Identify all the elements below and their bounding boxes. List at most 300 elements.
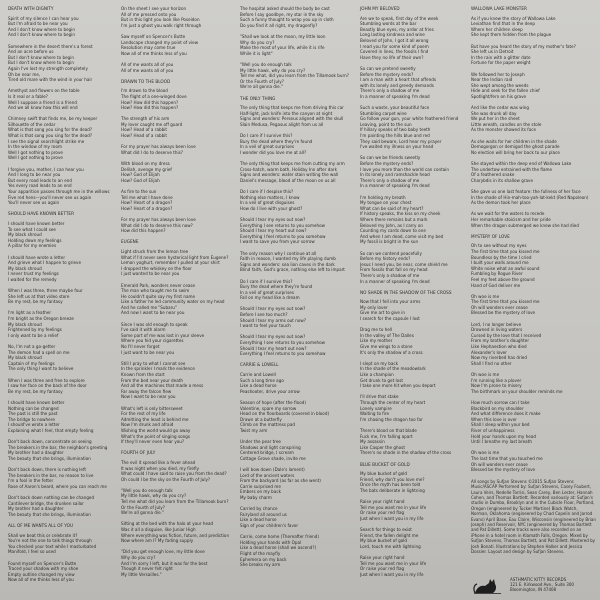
lyric-line: Leviathan find that in the deep xyxy=(471,21,535,27)
lyric-line: Beastly blue eyes, my ardor at fries xyxy=(360,26,434,32)
lyric-line: My brother had a daughter xyxy=(8,450,64,456)
lyric-line: Rose of Aaron's beard, where you can reach me xyxy=(8,483,107,489)
stanza xyxy=(121,34,236,56)
lyric-line: Covered in lines, the fossils I find xyxy=(360,49,429,55)
stanza xyxy=(360,499,470,521)
lyric-line: What did I do to deserve this now? xyxy=(121,222,193,228)
lyric-line: Until I breathe my last breath xyxy=(471,439,532,445)
lyric-line: What is that song you sing for the dead? xyxy=(8,127,93,133)
lyric-line: Spirit of my silence I can hear you xyxy=(8,15,79,21)
lyric-line: Tell me what did you learn from the Tillamook burn? xyxy=(121,499,229,505)
stanza xyxy=(121,488,236,516)
lyric-line: What is that song you sing for the dead? xyxy=(8,133,93,139)
lyric-line: Shall I sleep within your bed xyxy=(471,422,530,428)
lyric-line: Delilah, avenge my grief xyxy=(121,166,172,172)
lyric-line: Empty outline changed my view xyxy=(8,571,75,577)
song-title: ALL OF ME WANTS ALL OF YOU xyxy=(8,523,74,529)
lyric-line: Everything I feel returns to you somehow xyxy=(240,351,326,357)
lyric-line: Silhouette of the cedar xyxy=(8,121,56,127)
stanza xyxy=(360,527,470,549)
song-block xyxy=(121,79,236,234)
stanza xyxy=(240,279,357,301)
lyric-line: How? How did this happen? xyxy=(121,105,179,111)
stanza xyxy=(240,133,357,155)
stanza xyxy=(240,467,357,501)
stanza xyxy=(471,44,596,66)
stanza xyxy=(471,105,596,133)
lyric-line: Should I tear my arms out now? xyxy=(240,317,306,323)
lyric-line: From my brother's daughter xyxy=(471,338,530,344)
label-name: ASTHMATIC KITTY RECORDS xyxy=(510,577,567,582)
lyric-line: I never trust my feelings xyxy=(8,271,59,277)
song-title: THE ONLY THING xyxy=(240,95,276,101)
lyric-line: The flight of a one-winged dove xyxy=(121,93,187,99)
lyric-line: Now where am I? My fading supply xyxy=(121,538,194,544)
lyric-line: And I don't know where to begin xyxy=(8,26,76,32)
lyric-line: Twist my arm xyxy=(240,427,268,433)
lyric-line: River of unhappiness xyxy=(471,427,515,433)
lyric-line: Friend, the fallen delight me xyxy=(360,532,419,538)
stanza xyxy=(360,195,470,245)
lyric-line: Cottage Grove shade, invite me xyxy=(240,455,306,461)
lyric-line: My black shroud xyxy=(8,355,42,361)
lyric-line: And like the cedar was wing xyxy=(471,105,530,111)
lyric-line: The undertow entrained with the flame xyxy=(471,166,553,172)
lyric-line: What can be said of my heart? xyxy=(360,205,424,211)
lyric-line: Blackbird on my shoulder xyxy=(471,405,524,411)
lyric-line: My tongue on your chest xyxy=(360,200,412,206)
stanza xyxy=(471,161,596,183)
lyric-line: Should I tear my heart out now? xyxy=(240,228,307,234)
stanza xyxy=(360,471,470,493)
lyric-line: Signs and wonders: water stain writing the wall xyxy=(240,172,339,178)
stanza xyxy=(121,62,236,73)
lyric-line: My baby charm xyxy=(240,495,272,501)
lyric-line: The breakers in the bar, no reason to live xyxy=(8,472,94,478)
stanza xyxy=(240,306,357,328)
lyric-line: Of a feathered snake xyxy=(471,172,515,178)
lyric-line: Signs and wonders: Perseus aligned with the skull xyxy=(240,116,344,122)
stanza xyxy=(471,139,596,156)
lyric-line: Near the Indian raid xyxy=(471,77,513,83)
lyric-line: Like a father he led community water on my head xyxy=(121,299,225,305)
lyric-line: Tell me you want me in your life xyxy=(360,504,427,510)
lyric-line: I should have known better xyxy=(8,399,65,405)
lyric-line: Daniel's message, blood of the moon on us all xyxy=(240,177,336,183)
lyric-line: I just want to be near you xyxy=(121,349,175,355)
label-address-2: Bloomington, IN 47408 xyxy=(510,587,557,593)
stanza xyxy=(8,16,118,38)
lyric-line: I'm bright as the Oregon breeze xyxy=(8,316,74,322)
song-block xyxy=(240,96,357,357)
stanza xyxy=(240,439,357,461)
cat-logo-icon xyxy=(473,575,503,595)
lyric-line: Everything I feel returns to you somehow xyxy=(240,233,326,239)
lyric-line: And I don't know where to begin xyxy=(8,32,76,38)
lyric-line: Admitting the least is behind me xyxy=(121,416,189,422)
lyric-line: Centered bridge, I scream xyxy=(240,450,294,456)
song-block xyxy=(121,6,236,73)
lyric-line: No election will bring her back to our place xyxy=(471,149,560,155)
lyric-line: She breaks my arm xyxy=(240,562,281,568)
lyric-line: Traced your shadow with my shoe xyxy=(8,566,79,572)
stanza xyxy=(8,533,118,555)
lyric-line: When I was three, three maybe four xyxy=(8,288,83,294)
lyric-line: And we all know how this will end xyxy=(8,105,78,111)
lyric-line: I should have wrote a letter xyxy=(8,254,66,260)
lyric-line: Boundless by the time I cried xyxy=(471,254,532,260)
lyric-line: Friend, why don't you love me? xyxy=(360,476,425,482)
stanza xyxy=(240,506,357,528)
lyric-line: The bats deliberate in lightning xyxy=(360,487,425,493)
lyric-line: Where you hid your cigarettes xyxy=(121,338,184,344)
lyric-line: Yes every road leads to an end xyxy=(8,183,72,189)
lyric-line: Sitting at the bed with the halo at your head xyxy=(121,521,214,527)
lyric-line: He couldn't quite say my first name xyxy=(121,293,196,299)
lyric-line: They said beware, Lord hear my prayer xyxy=(360,138,442,144)
stanza xyxy=(360,394,470,422)
stanza xyxy=(471,211,596,228)
song-title: CARRIE & LOWELL xyxy=(240,362,279,368)
lyric-line: Like a dead horse (shall we ascend?) xyxy=(240,545,317,551)
lyric-line: While it is light" xyxy=(240,50,273,56)
lyric-line: Everything I see returns to you somehow xyxy=(240,222,326,228)
lyric-line: The strength of his arm xyxy=(121,116,170,122)
column-3 xyxy=(240,6,357,573)
lyric-line: My blue bucket of gold xyxy=(360,538,408,544)
lyric-line: Search for things to exist xyxy=(360,527,412,533)
lyric-line: Lord of the ancient waters xyxy=(240,472,295,478)
song-block xyxy=(8,211,118,517)
stanza xyxy=(121,217,236,234)
lyric-line: Holding your hands with Opal xyxy=(240,539,302,545)
stanza xyxy=(360,428,470,456)
lyric-line: Feel my feet above the ground xyxy=(471,276,535,282)
stanza xyxy=(240,372,357,394)
stanza xyxy=(8,344,118,372)
lyric-line: And all the machines that made a mess xyxy=(121,383,204,389)
lyric-line: Hold your hands upon my head xyxy=(471,433,536,439)
lyric-line: Oh woe is me xyxy=(471,293,500,299)
lyric-line: Before my history ends? xyxy=(360,256,411,262)
lyric-line: To see what I could see xyxy=(8,226,56,232)
lyric-line: Bury the dead where they're found xyxy=(240,138,313,144)
lyric-line: I should have known better xyxy=(8,220,65,226)
lyric-line: Everything I see returns to you somehow xyxy=(240,340,326,346)
stanza xyxy=(121,88,236,110)
song-block xyxy=(121,239,236,444)
lyric-line: When the dragon submerged we knew she had died xyxy=(471,222,579,228)
lyric-line: In a veil of great disguises xyxy=(240,200,295,206)
lyric-line: I search for the capsule I lost xyxy=(360,316,420,322)
lyric-line: In a veil of great surprises xyxy=(240,289,294,295)
lyric-line: The past is still the past xyxy=(8,411,58,417)
stanza xyxy=(8,44,118,83)
lyric-line: I'll drive that stake xyxy=(360,394,399,400)
stanza xyxy=(8,221,118,249)
lyric-line: As fire to the sun xyxy=(121,189,157,194)
stanza xyxy=(471,372,596,394)
lyric-line: I've said it with alarm xyxy=(121,327,166,333)
lyric-line: Light struck from the lemon tree xyxy=(121,248,189,254)
lyric-line: The breakers in the bar, the neighbor's greeting xyxy=(8,444,108,450)
lyric-line: The only thing I want to believe xyxy=(8,366,74,372)
lyric-line: Fairyland all around us xyxy=(240,511,287,517)
lyric-line: Blessed be the mystery of love xyxy=(471,310,536,316)
lyric-line: Oh woe is me xyxy=(471,372,500,377)
lyric-line: The only thing that keeps me from cutting my arm xyxy=(240,161,345,167)
lyric-line: Cursed by the love that I received xyxy=(471,332,542,338)
lyric-line: Don't back down, there is nothing left xyxy=(8,467,86,473)
lyric-line: Or raise your red flag xyxy=(360,510,405,516)
lyric-line: No, I'm not a go-getter xyxy=(8,344,56,350)
lyric-line: Lord, touch me with lightning xyxy=(360,543,421,549)
stanza xyxy=(240,105,357,127)
lyric-line: No I'll never forget xyxy=(121,344,160,350)
stanza xyxy=(8,116,118,161)
lyric-line: If they'll never even hear you? xyxy=(121,439,185,445)
lyric-line: Carrie and Lowell xyxy=(240,372,276,377)
lyric-line: How? God of Elijah xyxy=(121,172,160,178)
lyric-line: Tired old mare with the wind in your hair xyxy=(8,77,93,83)
lyric-line: Through the center of my heart xyxy=(360,399,426,405)
lyric-line: In the window of my room xyxy=(8,144,62,150)
lyric-line: She left us in Detroit xyxy=(471,49,514,55)
lyric-line: Valentine, spare my sorrow xyxy=(240,405,297,411)
stanza xyxy=(471,400,596,445)
lyric-line: What did I do to deserve this? xyxy=(121,149,183,155)
lyric-line: Is it real or a fable? xyxy=(8,93,48,99)
song-block xyxy=(8,523,118,583)
lyric-line: Sign of your children's favor xyxy=(240,523,299,529)
lyric-line: And I'm sorry I left, but it was for the best xyxy=(121,560,208,566)
lyric-line: What's the point of singing songs xyxy=(121,433,191,439)
lyric-line: I wonder did you love me at all? xyxy=(240,149,307,155)
lyric-line: But I'm afraid to be near you xyxy=(8,21,68,27)
lyric-line: Well I suppose a friend is a friend xyxy=(8,99,77,105)
column-4 xyxy=(360,6,470,583)
lyric-line: In a veil of great surprises xyxy=(240,144,294,150)
song-title: BLUE BUCKET OF GOLD xyxy=(360,461,410,467)
lyric-line: Shall I find no other xyxy=(471,360,512,366)
lyric-line: And when I am dead, come visit my bed xyxy=(360,233,444,239)
lyric-line: In the valley of The Dalles xyxy=(360,332,414,338)
song-title: JOHN MY BELOVED xyxy=(360,6,400,11)
lyric-line: Oh to see without my eyes xyxy=(471,243,527,249)
lyric-line: It's only the shadow of a cross xyxy=(360,349,423,355)
lyric-line: The evil it spread like a fever ahead xyxy=(121,459,196,465)
lyric-line: I'm painting the hills blue and red xyxy=(360,133,430,139)
lyric-line: But in this light you look like Poseidon xyxy=(121,17,200,23)
lyric-line: We're all gonna die." xyxy=(121,510,164,516)
song-title: EUGENE xyxy=(121,239,139,245)
lyric-line: Should I tear my eyes out now? xyxy=(240,334,306,340)
lyric-line: I only want to be a relief xyxy=(8,332,59,338)
lyric-line: As the demon took her place xyxy=(471,200,531,206)
lyric-line: Half-light, jack knife into the canyon at night xyxy=(240,110,333,116)
song-block xyxy=(360,290,470,456)
lyric-line: I'm holding my breath xyxy=(360,194,406,200)
stanza xyxy=(121,161,236,183)
song-title: DRAWN TO THE BLOOD xyxy=(121,78,171,84)
lyric-line: She was drunk all day xyxy=(471,110,517,116)
lyric-line: In the rain with a glitter date xyxy=(471,54,531,60)
lyric-line: Fall on my head like a dream xyxy=(240,295,300,301)
lyric-line: There's only a shadow of me xyxy=(360,88,420,94)
lyric-line: For my prayer has always been love xyxy=(121,144,196,150)
credits-text: All songs by Sufjan Stevens ©2015 Sufjan Stevens Music/ASCAP Performed by: Sufjan Stevens, Casey Foubert, Laura Veirs, Nedelle Torrisi, Sean Carey, Ben Lester, Hannah Cohen, and Thomas Bartlett. Recorded variously at: Sufjan's studio in Dumbo, Brooklyn and in the Cubicle Floor, Portland, Oregon (engineered by Tucker Martine) Black Watch, Norman, Oklahoma (engineered by Chad Copelin and Jarrod Evans) April Base, Eau Claire, Wisconsin (engineered by Brian Joseph) and Reservoir, NYC (engineered by Thomas Bartlett and Pat Dillett). Some tracks were also recorded on an iPhone in a hotel room in Klamath Falls, Oregon. Mixed by Sufjan Stevens, Thomas Bartlett, and Pat Dillett. Mastered by Josh Bonati. Illustrations by Stephen Halker and Jessica Dossier. Layout and design by Sufjan Stevens. xyxy=(471,478,596,554)
lyric-line: I waited for the remedy xyxy=(8,276,57,282)
lyric-line: My lover caught me off guard xyxy=(121,121,183,127)
lyric-line: A pillar for my enemies xyxy=(8,243,57,249)
stanza xyxy=(471,450,596,472)
stanza xyxy=(471,189,596,206)
lyric-line: How much sorrow can I take xyxy=(471,399,530,405)
lyric-line: Like Casper the ghost xyxy=(360,444,405,450)
lyric-line: Lemon yoghurt, remember I pulled at your shirt xyxy=(121,260,220,266)
stanza xyxy=(360,299,470,321)
lyric-line: Do I care if I despise this? xyxy=(240,189,294,194)
column-1 xyxy=(8,6,118,589)
lyric-line: For my prayer has always been love xyxy=(121,216,196,222)
lyric-line: Far away the falcon flew xyxy=(121,388,172,394)
lyric-line: In the shade of the meadowlark xyxy=(360,366,426,372)
lyric-line: My black shroud xyxy=(8,265,42,271)
stanza xyxy=(240,217,357,245)
lyric-line: Or the Fourth of July? xyxy=(121,504,165,510)
lyric-line: My little Versailles." xyxy=(121,571,162,577)
lyric-line: Now that I fell into your arms xyxy=(360,299,421,305)
lyric-line: Why do you cry? xyxy=(121,555,156,560)
lyric-line: All of me wants all of you xyxy=(121,61,174,67)
lyric-line: The bridge to nowhere xyxy=(8,416,55,422)
lyric-line: Ephemera on my back xyxy=(240,556,287,562)
lyric-line: Before the mystery ends? xyxy=(360,161,414,167)
lyric-line: Before I say goodbye, my star in the sky xyxy=(240,11,324,17)
stanza xyxy=(121,283,236,317)
lyric-line: Beloved my John, as I carry on xyxy=(360,222,423,228)
lyric-line: I see the signal searchlight strike me xyxy=(8,138,85,144)
lyric-line: Still I pray to what I cannot see xyxy=(121,360,186,366)
lyric-line: "Shall we look at the moon, my little loon xyxy=(240,33,326,39)
song-title: SHOULD HAVE KNOWN BETTER xyxy=(8,211,75,217)
lyric-line: Five red hens—you'll never see us again xyxy=(8,194,92,200)
lyric-line: Don't back down, concentrate on seeing xyxy=(8,439,92,445)
lyric-line: On the sheet I see your horizon xyxy=(121,6,187,11)
lyric-line: Though it never felt right xyxy=(121,566,173,572)
lyric-line: Such a funny thought to wrap you up in cloth xyxy=(240,17,334,23)
lyric-line: As we wait for the waters to recede xyxy=(471,211,545,217)
lyric-line: What if I'd never seen hysterical light from Eugene? xyxy=(121,254,229,260)
lyric-line: Cantilever bridge, the drunken sailor xyxy=(8,500,84,506)
lyric-line: When I was three and free to explore xyxy=(8,377,85,383)
lyric-line: Fortune for the paper weight xyxy=(471,60,531,66)
lyric-line: My little hawk, why do you cry? xyxy=(240,67,306,73)
lyric-line: Like a dead horse xyxy=(240,517,277,523)
column-2 xyxy=(121,6,236,583)
lyric-line: Once the myth has been told xyxy=(360,482,421,488)
stanza xyxy=(240,334,357,356)
stanza xyxy=(471,322,596,367)
lyric-line: Explaining what I feel, that empty feeling xyxy=(8,427,94,433)
lyric-line: I've waited my illness on your head xyxy=(360,144,434,150)
lyric-line: As if you knew the story of Wallowa Lake xyxy=(471,15,556,21)
lyric-line: And I long to be near you xyxy=(8,172,61,178)
stanza xyxy=(121,189,236,211)
lyric-line: Signs and wonders: sea lion caves in the dark xyxy=(240,261,335,267)
lyric-line: If hillary speaks of two baby teeth xyxy=(360,127,431,133)
lyric-line: I'm light as a feather xyxy=(8,310,52,316)
lyric-line: So can we contend peacefully xyxy=(360,250,422,256)
lyric-line: Head on the floorboards (covered in blood) xyxy=(240,411,330,417)
lyric-line: Oh be near me, xyxy=(8,71,41,77)
stanza xyxy=(8,439,118,461)
lyric-line: The demon had a spell on me xyxy=(8,349,70,355)
lyric-line: The beauty that she brings, illumination xyxy=(8,511,91,517)
lyric-line: Should I tear my heart out now? xyxy=(240,345,307,351)
lyric-line: Long lasting kindness and wine xyxy=(360,32,425,38)
lyric-line: Such a waste, your beautiful face xyxy=(360,105,430,111)
stanza xyxy=(8,310,118,338)
stanza xyxy=(121,361,236,400)
lyric-line: If history speaks, the kiss on my cheek xyxy=(360,211,441,217)
lyric-line: Now all of me thinks less of you xyxy=(121,50,187,56)
lyric-line: Demogorgon or demigod the ghost parade xyxy=(471,144,560,150)
lyric-line: Well I got nothing to prove xyxy=(8,155,63,161)
lyric-line: Now my riverbed has dried xyxy=(471,355,527,361)
stanza xyxy=(360,555,470,577)
stanza xyxy=(8,561,118,583)
stanza xyxy=(121,322,236,356)
lyric-line: It was night when you died, my firefly xyxy=(121,465,200,471)
lyric-line: All of me wants all of you xyxy=(121,67,174,73)
lyric-line: Was it all a disguise, like Junior High xyxy=(121,527,196,533)
lyric-line: Resolution may come true xyxy=(121,45,176,51)
lyric-line: With blood on my dress xyxy=(121,161,170,167)
lyric-line: Some part of me was lost in your sleeve xyxy=(121,332,205,338)
stanza xyxy=(121,144,236,155)
stanza xyxy=(8,495,118,517)
lyric-line: Tell me you want me in your life xyxy=(360,560,427,566)
lyric-line: What could I have said to raise you from the dead? xyxy=(121,471,227,477)
lyric-line: Are we to speak, first day of the week xyxy=(360,15,439,21)
lyric-line: In a manner of speaking I'm dead xyxy=(360,278,430,284)
lyric-line: Flight of the mayfly xyxy=(240,551,281,556)
lyric-line: From fossils that fall on my head xyxy=(360,267,428,273)
lyric-line: She gave us one last feature: the fullness of her face xyxy=(471,189,581,194)
lyric-line: Be my rest, be my fantasy xyxy=(8,299,63,305)
lyric-line: I'm just a ghost you walk right through xyxy=(121,22,202,28)
lyric-line: As she waits for her children in the shade xyxy=(471,138,557,144)
song-block xyxy=(360,462,470,578)
lyric-line: For the rest of my life xyxy=(121,411,166,417)
stanza xyxy=(471,243,596,288)
lyric-line: Don't back down nothing can be changed xyxy=(8,495,95,501)
lyric-line: My brother had a daughter xyxy=(8,506,64,512)
lyric-line: I'm chasing the dragon too far xyxy=(360,416,423,422)
lyric-line: Give me wings to a stone xyxy=(360,344,413,350)
song-title: DEATH WITH DIGNITY xyxy=(8,6,54,11)
lyric-line: In a manner of speaking I'm dead xyxy=(360,93,430,99)
lyric-line: Spotlight/fern on his grave xyxy=(471,93,527,99)
stanza xyxy=(240,534,357,568)
lyric-line: Tell me what I have done xyxy=(121,194,173,200)
stanza xyxy=(121,406,236,445)
lyric-line: Oh will wonders ever cease xyxy=(471,304,528,310)
song-title: WALLOWA LAKE MONSTER xyxy=(471,6,527,11)
lyric-line: The only reason why I continue at all xyxy=(240,250,317,256)
lyric-line: So can we be friends sweetly xyxy=(360,155,421,161)
